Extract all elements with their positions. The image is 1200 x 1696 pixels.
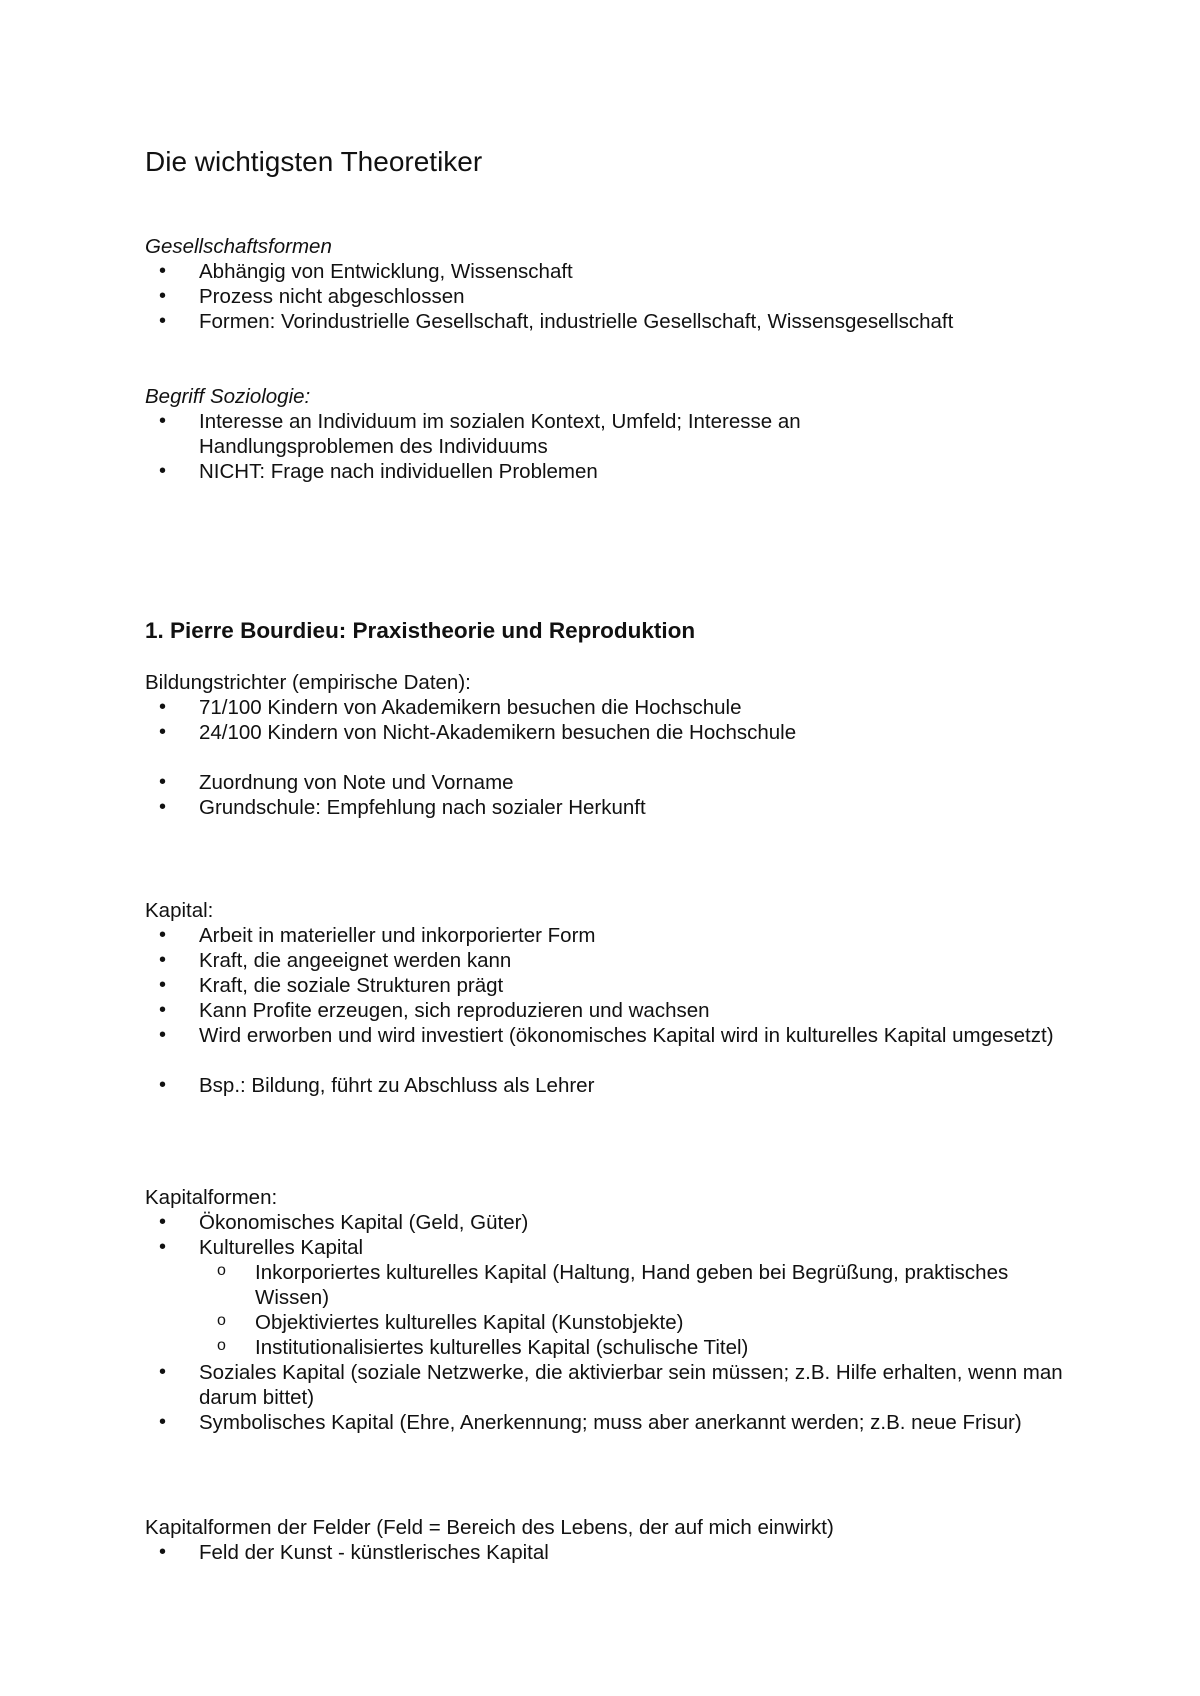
section-heading: Kapitalformen der Felder (Feld = Bereich des Lebens, der auf mich einwirkt) <box>145 1516 834 1539</box>
section-heading: Begriff Soziologie: <box>145 385 311 408</box>
section-heading: Kapitalformen: <box>145 1186 278 1209</box>
section-kapitalformen <box>145 1185 1080 1435</box>
list-item: • Arbeit in materieller und inkorporierter Form <box>145 923 1080 948</box>
page-title: Die wichtigsten Theoretiker <box>145 146 483 177</box>
section-heading: Gesellschaftsformen <box>145 235 332 258</box>
list-item: • 71/100 Kindern von Akademikern besuchen die Hochschule <box>145 695 1080 720</box>
section-kapital <box>145 898 1080 1098</box>
list-item: • Kulturelles Kapital <box>145 1235 1080 1260</box>
bullet-list <box>145 1073 1080 1098</box>
list-item: • Interesse an Individuum im sozialen Kontext, Umfeld; Interesse an Handlungsproblemen des Individuums <box>145 409 1080 459</box>
bullet-list <box>145 770 1080 820</box>
list-item: • Symbolisches Kapital (Ehre, Anerkennung; muss aber anerkannt werden; z.B. neue Frisur) <box>145 1410 1080 1435</box>
list-item: • Bsp.: Bildung, führt zu Abschluss als Lehrer <box>145 1073 1080 1098</box>
section-title-bourdieu: 1. Pierre Bourdieu: Praxistheorie und Reproduktion <box>145 618 696 643</box>
list-item: • Formen: Vorindustrielle Gesellschaft, industrielle Gesellschaft, Wissensgesellschaft <box>145 309 1080 334</box>
section-bildungstrichter <box>145 670 1080 820</box>
list-item: • Feld der Kunst - künstlerisches Kapital <box>145 1540 1080 1565</box>
bullet-list <box>145 695 1080 745</box>
list-item: • Prozess nicht abgeschlossen <box>145 284 1080 309</box>
list-item: • Kann Profite erzeugen, sich reproduzieren und wachsen <box>145 998 1080 1023</box>
section-kapitalformen-felder <box>145 1515 1080 1565</box>
sub-list-item: o Inkorporiertes kulturelles Kapital (Haltung, Hand geben bei Begrüßung, praktisches Wissen) <box>145 1260 1080 1310</box>
sub-list-item: o Institutionalisiertes kulturelles Kapital (schulische Titel) <box>145 1335 1080 1360</box>
section-begriff-soziologie <box>145 384 1080 484</box>
list-item: • Abhängig von Entwicklung, Wissenschaft <box>145 259 1080 284</box>
list-item: • 24/100 Kindern von Nicht-Akademikern besuchen die Hochschule <box>145 720 1080 745</box>
list-item: • Grundschule: Empfehlung nach sozialer Herkunft <box>145 795 1080 820</box>
bullet-list <box>145 923 1080 1048</box>
list-item: • NICHT: Frage nach individuellen Problemen <box>145 459 1080 484</box>
list-item: • Kraft, die angeeignet werden kann <box>145 948 1080 973</box>
section-heading: Kapital: <box>145 899 214 922</box>
section-gesellschaftsformen <box>145 234 1080 334</box>
sub-list-item: o Objektiviertes kulturelles Kapital (Kunstobjekte) <box>145 1310 1080 1335</box>
bullet-list <box>145 259 1080 334</box>
list-item: • Kraft, die soziale Strukturen prägt <box>145 973 1080 998</box>
bullet-list <box>145 1540 1080 1565</box>
list-item: • Wird erworben und wird investiert (ökonomisches Kapital wird in kulturelles Kapital umgesetzt) <box>145 1023 1080 1048</box>
bullet-list <box>145 409 1080 484</box>
list-item: • Zuordnung von Note und Vorname <box>145 770 1080 795</box>
bullet-list <box>145 1210 1080 1435</box>
list-item: • Soziales Kapital (soziale Netzwerke, die aktivierbar sein müssen; z.B. Hilfe erhalten, wenn man darum bittet) <box>145 1360 1080 1410</box>
section-heading: Bildungstrichter (empirische Daten): <box>145 671 471 694</box>
list-item: • Ökonomisches Kapital (Geld, Güter) <box>145 1210 1080 1235</box>
